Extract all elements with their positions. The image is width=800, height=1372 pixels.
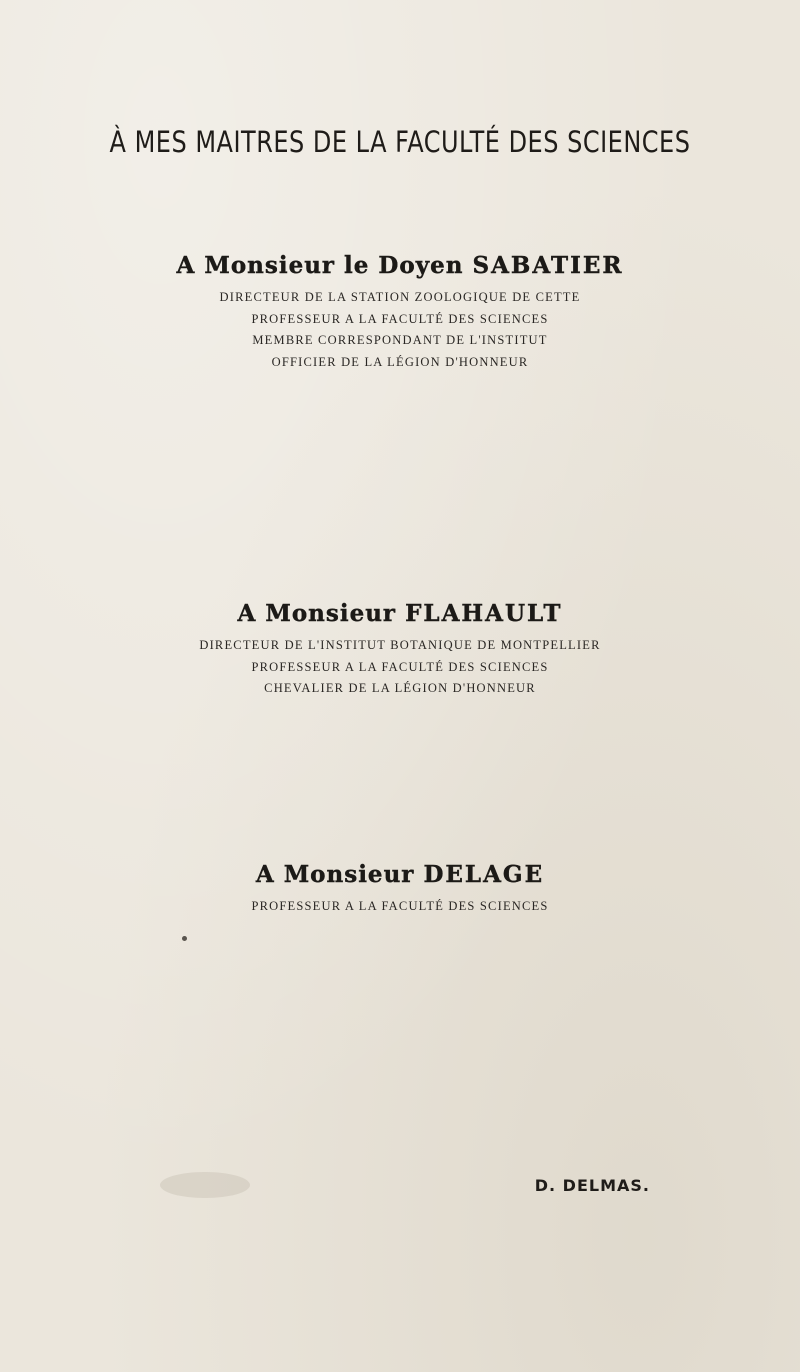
dedicatee-name: DELAGE bbox=[423, 861, 545, 888]
dedication-heading: À MES MAITRES DE LA FACULTÉ DES SCIENCES bbox=[109, 124, 691, 160]
title-line: DIRECTEUR DE L'INSTITUT BOTANIQUE DE MONTPELLIER bbox=[199, 638, 601, 652]
signature: D. DELMAS. bbox=[534, 1176, 650, 1195]
dedicatee-prefix: A Monsieur le Doyen bbox=[176, 252, 464, 279]
dedicatee-titles bbox=[0, 287, 800, 373]
dedicatee-name: SABATIER bbox=[472, 252, 624, 279]
dedication-flahault bbox=[0, 600, 800, 700]
title-line: DIRECTEUR DE LA STATION ZOOLOGIQUE DE CETTE bbox=[219, 290, 581, 304]
ink-speck bbox=[182, 936, 187, 941]
title-line: PROFESSEUR A LA FACULTÉ DES SCIENCES bbox=[251, 659, 549, 674]
dedicatee-name: FLAHAULT bbox=[405, 600, 563, 627]
dedicatee-prefix: A Monsieur bbox=[237, 600, 397, 627]
paper-stain bbox=[160, 1172, 250, 1198]
dedication-sabatier bbox=[0, 252, 800, 373]
dedicatee-line bbox=[0, 252, 800, 279]
title-line: PROFESSEUR A LA FACULTÉ DES SCIENCES bbox=[251, 311, 549, 326]
dedicatee-line bbox=[0, 861, 800, 888]
title-line: PROFESSEUR A LA FACULTÉ DES SCIENCES bbox=[251, 899, 549, 913]
dedicatee-line bbox=[0, 600, 800, 627]
title-line: MEMBRE CORRESPONDANT DE L'INSTITUT bbox=[252, 333, 548, 347]
dedicatee-titles bbox=[0, 635, 800, 700]
title-line: CHEVALIER DE LA LÉGION D'HONNEUR bbox=[264, 681, 536, 695]
dedication-delage bbox=[0, 861, 800, 918]
dedicatee-titles bbox=[0, 896, 800, 918]
title-line: OFFICIER DE LA LÉGION D'HONNEUR bbox=[271, 354, 529, 369]
dedicatee-prefix: A Monsieur bbox=[255, 861, 415, 888]
